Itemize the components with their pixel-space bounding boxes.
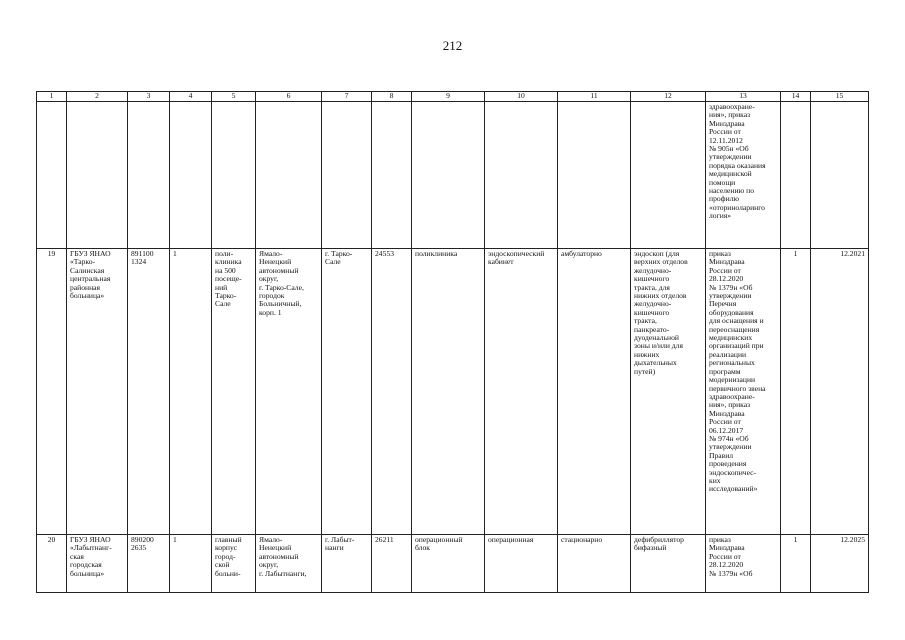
table-cell	[485, 102, 558, 249]
care-type-cell: амбулаторно	[558, 249, 631, 535]
equipment-table	[36, 91, 869, 593]
header-cell: 2	[67, 92, 128, 102]
header-cell: 8	[372, 92, 412, 102]
room-cell: эндоскопический кабинет	[485, 249, 558, 535]
header-cell: 6	[256, 92, 322, 102]
address-cell: Ямало- Ненецкий автономный округ, г. Лабытнанги,	[256, 535, 322, 593]
row-number-cell: 20	[37, 535, 67, 593]
regulation-cell: приказ Минздрава России от 28.12.2020 № 1379н «Об	[706, 535, 781, 593]
table-cell	[811, 102, 869, 249]
table-cell	[558, 102, 631, 249]
quantity-cell: 1	[781, 535, 811, 593]
unit-cell: операционный блок	[412, 535, 485, 593]
header-cell: 13	[706, 92, 781, 102]
header-cell: 3	[128, 92, 170, 102]
city-cell: г. Тарко- Сале	[322, 249, 372, 535]
code-cell: 890200 2635	[128, 535, 170, 593]
table-cell	[631, 102, 706, 249]
care-type-cell: стационарно	[558, 535, 631, 593]
header-cell: 15	[811, 92, 869, 102]
table-cell	[37, 102, 67, 249]
header-cell: 12	[631, 92, 706, 102]
header-cell: 11	[558, 92, 631, 102]
header-cell: 1	[37, 92, 67, 102]
organization-cell: ГБУЗ ЯНАО «Тарко- Салинская центральная районная больница»	[67, 249, 128, 535]
number-cell: 26211	[372, 535, 412, 593]
table-cell	[67, 102, 128, 249]
facility-cell: главный корпус город- ской больни-	[212, 535, 256, 593]
count-cell: 1	[170, 249, 212, 535]
count-cell: 1	[170, 535, 212, 593]
equipment-cell: эндоскоп (для верхних отделов желудочно- кишечного тракта, для нижних отделов желудочно- кишечного тракта, панкреато- дуоденальной зоны и/или для нижних дыхательных путей)	[631, 249, 706, 535]
table-cell	[322, 102, 372, 249]
header-cell: 5	[212, 92, 256, 102]
unit-cell: поликлиника	[412, 249, 485, 535]
date-cell: 12.2025	[811, 535, 869, 593]
table-cell	[372, 102, 412, 249]
room-cell: операционная	[485, 535, 558, 593]
header-cell: 14	[781, 92, 811, 102]
regulation-cell: приказ Минздрава России от 28.12.2020 № 1379н «Об утверждении Перечня оборудования для оснащения и переоснащения медицинских организаций при реализации региональных программ модернизации первичного звена здравоохране- ния», приказ Минздрава России от 06.12.2017 № 974н «Об утверждении Правил проведения эндоскопичес- ких исследований»	[706, 249, 781, 535]
table-cell	[170, 102, 212, 249]
page-number: 212	[442, 38, 463, 53]
number-cell: 24553	[372, 249, 412, 535]
regulation-cell: здравоохране- ния», приказ Минздрава России от 12.11.2012 № 905н «Об утверждении порядка оказания медицинской помощи населению по профилю «оториноларинго логия»	[706, 102, 781, 249]
table-row	[37, 535, 869, 593]
facility-cell: поли- клиника на 500 посеще- ний Тарко- Сале	[212, 249, 256, 535]
header-cell: 4	[170, 92, 212, 102]
equipment-cell: дефибриллятор бифазный	[631, 535, 706, 593]
row-number-cell: 19	[37, 249, 67, 535]
table-row-continued	[37, 102, 869, 249]
address-cell: Ямало- Ненецкий автономный округ, г. Тарко-Сале, городок Больничный, корп. 1	[256, 249, 322, 535]
table-header-row	[37, 92, 869, 102]
quantity-cell: 1	[781, 249, 811, 535]
code-cell: 891100 1324	[128, 249, 170, 535]
header-cell: 7	[322, 92, 372, 102]
table-cell	[412, 102, 485, 249]
table-cell	[781, 102, 811, 249]
table-cell	[128, 102, 170, 249]
table-cell	[256, 102, 322, 249]
header-cell: 9	[412, 92, 485, 102]
table-row	[37, 249, 869, 535]
header-cell: 10	[485, 92, 558, 102]
table-cell	[212, 102, 256, 249]
organization-cell: ГБУЗ ЯНАО «Лабытнанг- ская городская больница»	[67, 535, 128, 593]
city-cell: г. Лабыт- нанги	[322, 535, 372, 593]
date-cell: 12.2021	[811, 249, 869, 535]
